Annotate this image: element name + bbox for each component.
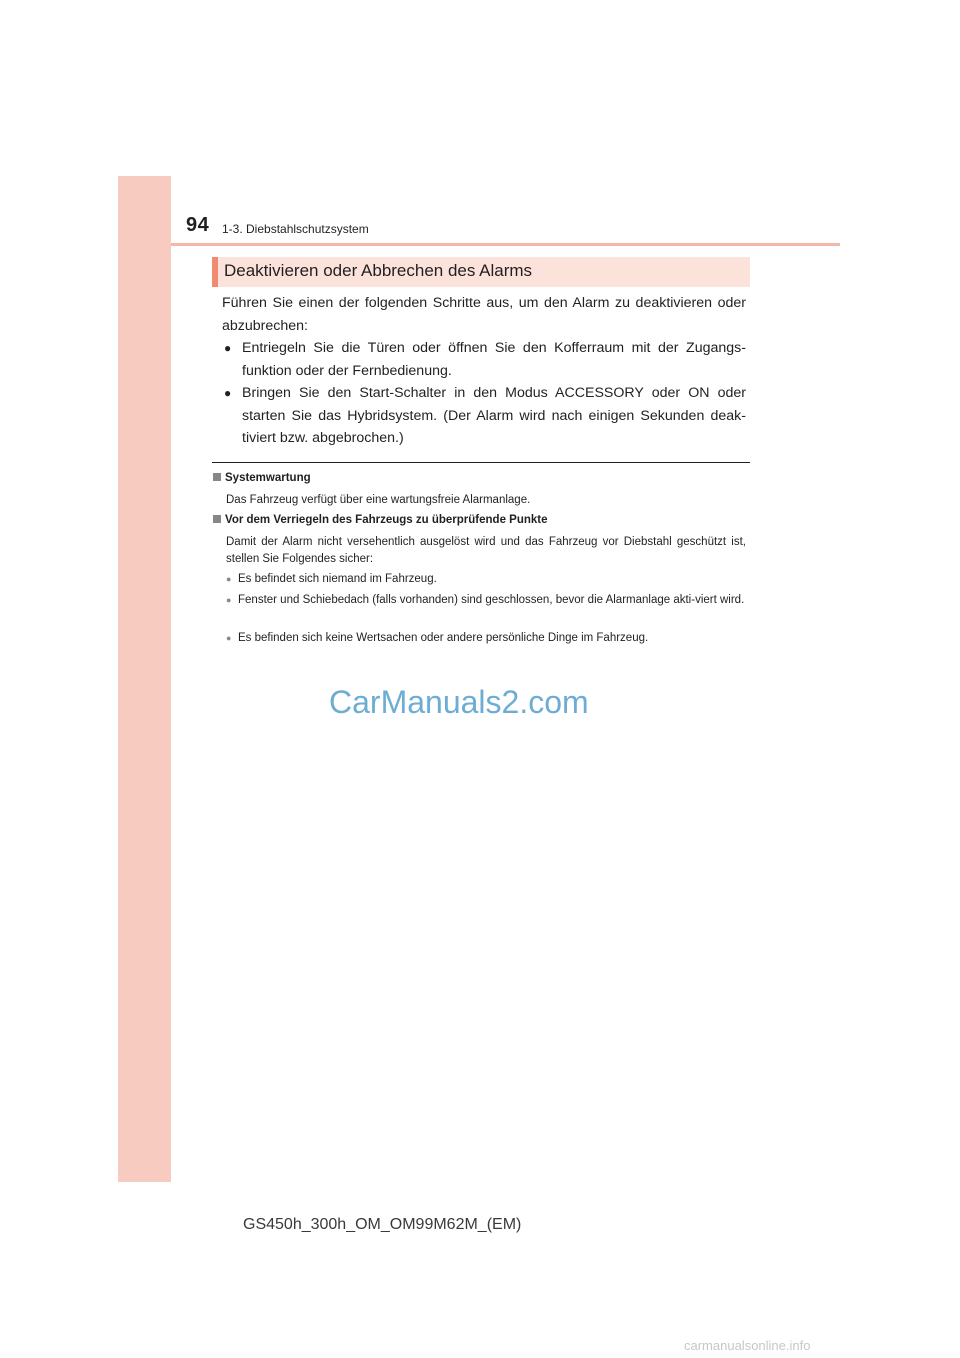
site-watermark: carmanualsonline.info [684,1338,811,1353]
intro-paragraph: Führen Sie einen der folgenden Schritte aus, um den Alarm zu deaktivieren oder abzubrechen: [222,295,746,334]
note-text: Das Fahrzeug verfügt über eine wartungsfreie Alarmanlage. [226,494,531,506]
round-bullet-icon: ● [226,574,232,584]
section-accent [212,257,218,287]
note-bullet-item: Es befinden sich keine Wertsachen oder andere persönliche Dinge im Fahrzeug. [238,632,649,644]
bullet-item: Bringen Sie den Start-Schalter in den Modus ACCESSORY oder ON oder starten Sie das Hybridsystem. (Der Alarm wird nach einigen Sekunden deak-tiviert bzw. abgebrochen.) [242,385,746,446]
round-bullet-icon: ● [226,595,232,605]
notes-divider [212,462,750,463]
bullet-icon: ● [224,386,232,400]
note-bullet-item: Es befindet sich niemand im Fahrzeug. [238,573,437,585]
section-title: Deaktivieren oder Abbrechen des Alarms [224,261,533,280]
round-bullet-icon: ● [226,633,232,643]
section-title-bar [212,257,750,287]
side-color-band [118,176,171,1182]
square-bullet-icon [213,473,221,481]
watermark-logo: CarManuals2.com [329,684,589,720]
note-heading-text: Systemwartung [225,472,311,484]
square-bullet-icon [213,515,221,523]
header-rule [171,243,840,246]
note-bullet-item: Fenster und Schiebedach (falls vorhanden) sind geschlossen, bevor die Alarmanlage akti-viert wird. [238,594,745,606]
document-id: GS450h_300h_OM_OM99M62M_(EM) [243,1216,522,1233]
section-path: 1-3. Diebstahlschutzsystem [222,222,369,236]
page-number: 94 [186,214,210,236]
note-heading [213,514,548,526]
note-heading [213,472,311,484]
bullet-icon: ● [224,341,232,355]
bullet-item: Entriegeln Sie die Türen oder öffnen Sie den Kofferraum mit der Zugangs-funktion oder der Fernbedienung. [242,340,746,379]
note-heading-text: Vor dem Verriegeln des Fahrzeugs zu überprüfende Punkte [225,514,548,526]
note-text: Damit der Alarm nicht versehentlich ausgelöst wird und das Fahrzeug vor Diebstahl geschützt ist, stellen Sie Folgendes sicher: [226,536,746,565]
